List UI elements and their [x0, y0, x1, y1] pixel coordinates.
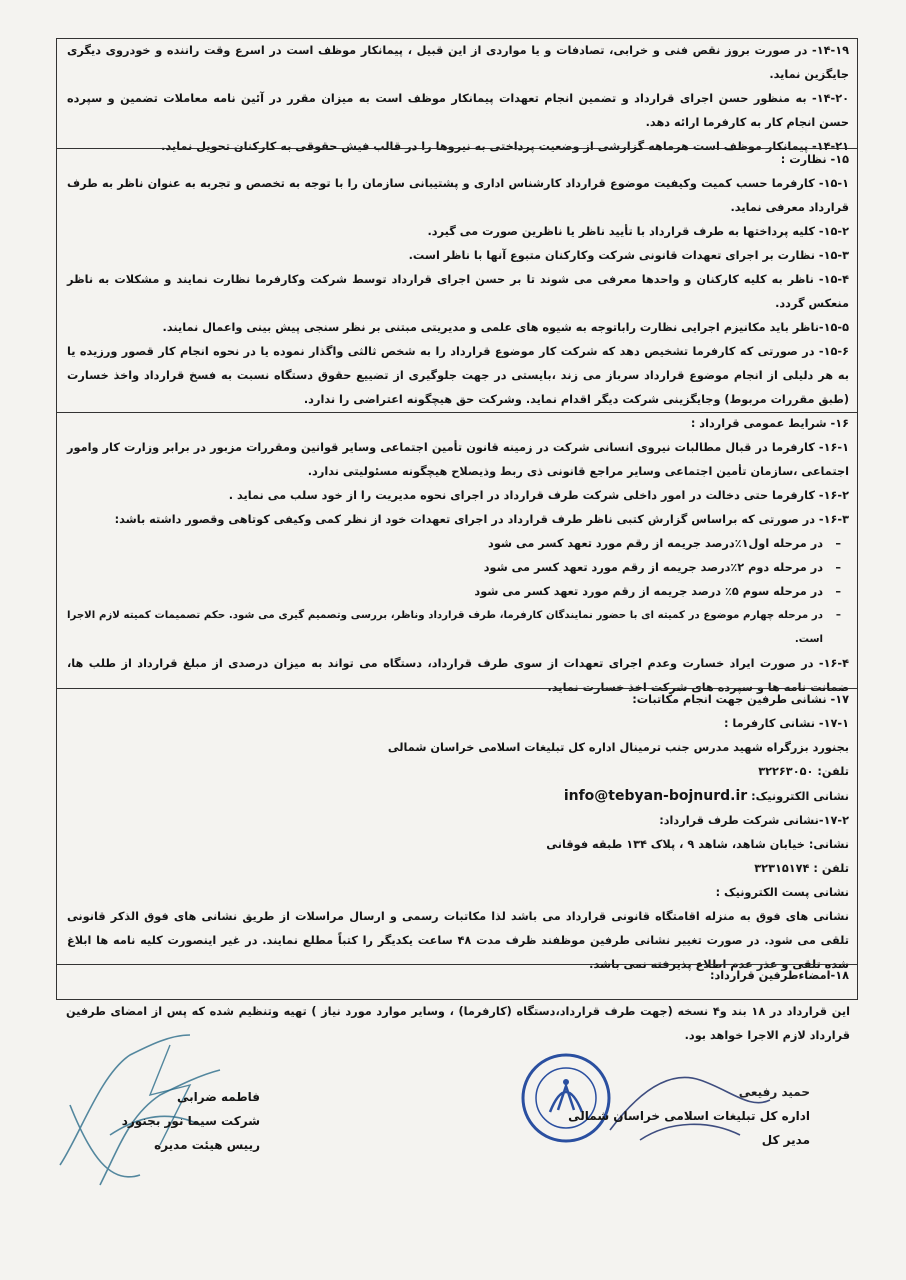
contractor-signer-name: فاطمه ضرابی	[177, 1090, 260, 1104]
contractor-address-heading: ۱۷-۲-نشانی شرکت طرف قرارداد:	[659, 814, 849, 827]
penalty-stage-4: – در مرحله چهارم موضوع در کمیته ای با حضور نمایندگان کارفرما، طرف قرارداد وناظر، بررسی وتصمیم گیری می شود. حکم تصمیمات کمیته لازم الاجرا است.	[67, 604, 849, 652]
employer-phone: تلفن: ۳۲۲۶۳۰۵۰	[758, 765, 849, 778]
section-16-heading: ۱۶- شرایط عمومی قرارداد :	[690, 417, 849, 430]
employer-signer-title: مدیر کل	[761, 1133, 810, 1147]
clause-15-1: ۱۵-۱- کارفرما حسب کمیت وکیفیت موضوع قرارداد کارشناس اداری و پشتیبانی سازمان را با توجه به تخصص و تجربه به عنوان ناظر به طرف قرارداد معرفی نماید.	[67, 177, 849, 214]
clause-16-4: ۱۶-۴- در صورت ایراد خسارت وعدم اجرای تعهدات از سوی طرف قرارداد، دستگاه می تواند به میزان درصدی از مبلغ قرارداد از طلب ها، ضمانت نامه ها و سپرده های شرکت اخذ خسارت نماید.	[67, 657, 849, 694]
employer-email: info@tebyan-bojnurd.ir	[563, 788, 748, 804]
employer-signature-block	[490, 1080, 810, 1152]
employer-org: اداره کل تبلیغات اسلامی خراسان شمالی	[568, 1109, 810, 1123]
clause-14-21: ۱۴-۲۱- پیمانکار موظف است هرماهه گزارشی از وضعیت پرداختی به نیروها را در قالب فیش حقوقی به کارکنان تحویل نماید.	[161, 140, 849, 153]
clause-16-3: ۱۶-۳- در صورتی که براساس گزارش کتبی ناظر طرف قرارداد در اجرای تعهدات خود از نظر کمی وکیفی کوتاهی وقصور داشته باشد:	[114, 513, 849, 526]
section-17-heading: ۱۷- نشانی طرفین جهت انجام مکاتبات:	[632, 693, 849, 706]
contract-frame	[56, 38, 858, 1000]
contractor-phone: تلفن : ۳۲۳۱۵۱۷۴	[754, 862, 849, 875]
clause-15-5: ۱۵-۵-ناظر باید مکانیزم اجرایی نظارت راباتوجه به شیوه های علمی و مدیریتی مبتنی بر نظر سنجی پیش بینی واعمال نمایند.	[162, 321, 849, 334]
section-14	[57, 39, 857, 153]
clause-15-6: ۱۵-۶- در صورتی که کارفرما تشخیص دهد که شرکت کار موضوع قرارداد را به شخص ثالثی واگذار نموده یا در نحوه انجام کار قصور ورزیده یا به هر دلیلی از انجام موضوع قرارداد سرباز می زند ،بایستی در جهت جلوگیری از تضییع حقوق دستگاه نسبت به فسخ قرارداد واخذ خسارت (طبق مقررات مربوط) وجایگزینی شرکت دیگر اقدام نماید. وشرکت حق هیچگونه اعتراضی را ندارد.	[67, 345, 849, 406]
contractor-signature-block	[60, 1085, 260, 1157]
employer-address: بجنورد بزرگراه شهید مدرس جنب ترمینال اداره کل تبلیغات اسلامی خراسان شمالی	[387, 741, 849, 754]
contractor-address: نشانی: خیابان شاهد، شاهد ۹ ، پلاک ۱۳۴ طبقه فوقانی	[546, 838, 849, 851]
section-15	[57, 148, 857, 412]
section-18-heading-row	[57, 964, 857, 1001]
employer-signer-name: حمید رفیعی	[738, 1085, 810, 1099]
contractor-org: شرکت سیما نور بجنورد	[121, 1114, 260, 1128]
contractor-email-label: نشانی پست الکترونیک :	[715, 886, 849, 899]
employer-address-heading: ۱۷-۱- نشانی کارفرما :	[723, 717, 849, 730]
address-legal-note: نشانی های فوق به منزله اقامتگاه قانونی قرارداد می باشد لذا مکاتبات رسمی و ارسال مراسلات از طریق نشانی های فوق الذکر قانونی تلقی می شود. در صورت تغییر نشانی طرفین موظفند ظرف مدت ۴۸ ساعت یکدیگر را کتباً مطلع نمایند. در غیر اینصورت کلیه نامه ها ابلاغ شده تلقی و عذر عدم اطلاع پذیرفته نمی باشد.	[67, 910, 849, 971]
clause-14-19: ۱۴-۱۹- در صورت بروز نقص فنی و خرابی، تصادفات و یا مواردی از این قبیل ، پیمانکار موظف است در اسرع وقت راننده و خودروی دیگری جایگزین نماید.	[67, 44, 849, 81]
clause-15-2: ۱۵-۲- کلیه پرداختها به طرف قرارداد با تأیید ناظر یا ناظرین صورت می گیرد.	[427, 225, 849, 238]
clause-15-4: ۱۵-۴- ناظر به کلیه کارکنان و واحدها معرفی می شوند تا بر حسن اجرای قرارداد توسط شرکت وکارفرما نظارت نمایند و مشکلات به ناظر منعکس گردد.	[67, 273, 849, 310]
employer-email-row	[67, 784, 849, 809]
section-16	[57, 412, 857, 694]
email-label: نشانی الکترونیک:	[751, 790, 849, 803]
clause-14-20: ۱۴-۲۰- به منظور حسن اجرای قرارداد و تضمین انجام تعهدات پیمانکار موظف است به میزان مقرر در آئین نامه معاملات تضمین و سپرده حسن انجام کار به کارفرما ارائه دهد.	[67, 92, 849, 129]
penalty-stage-2: – در مرحله دوم ۲٪درصد جریمه از رقم مورد تعهد کسر می شود	[67, 556, 849, 580]
penalty-stage-1: – در مرحله اول۱٪درصد جریمه از رقم مورد تعهد کسر می شود	[67, 532, 849, 556]
section-17	[57, 688, 857, 971]
section-15-heading: ۱۵- نظارت :	[780, 153, 849, 166]
clause-15-3: ۱۵-۳- نظارت بر اجرای تعهدات قانونی شرکت وکارکنان متبوع آنها با ناظر است.	[408, 249, 849, 262]
signature-clause: این قرارداد در ۱۸ بند و۴ نسخه (جهت طرف قرارداد،دستگاه (کارفرما) ، وسایر موارد مورد نیاز ) تهیه وتنظیم شده که پس از امضای طرفین قرارداد لازم الاجرا خواهد بود.	[66, 1005, 850, 1042]
clause-16-1: ۱۶-۱- کارفرما در قبال مطالبات نیروی انسانی شرکت در زمینه قانون تأمین اجتماعی وسایر قوانین ومقررات مزبور در برابر وزارت کار وامور اجتماعی ،سازمان تأمین اجتماعی وسایر مراجع قانونی ذی ربط وذیصلاح هیچگونه مسئولیتی ندارد.	[67, 441, 849, 478]
contractor-signer-title: رییس هیئت مدیره	[154, 1138, 260, 1152]
penalty-stage-3: – در مرحله سوم ۵٪ درصد جریمه از رقم مورد تعهد کسر می شود	[67, 580, 849, 604]
section-18-heading: ۱۸-امضاءطرفین قرارداد:	[709, 969, 849, 982]
clause-16-2: ۱۶-۲- کارفرما حتی دخالت در امور داخلی شرکت طرف قرارداد در اجرای نحوه مدیریت را از خود سلب می نماید .	[228, 489, 849, 502]
